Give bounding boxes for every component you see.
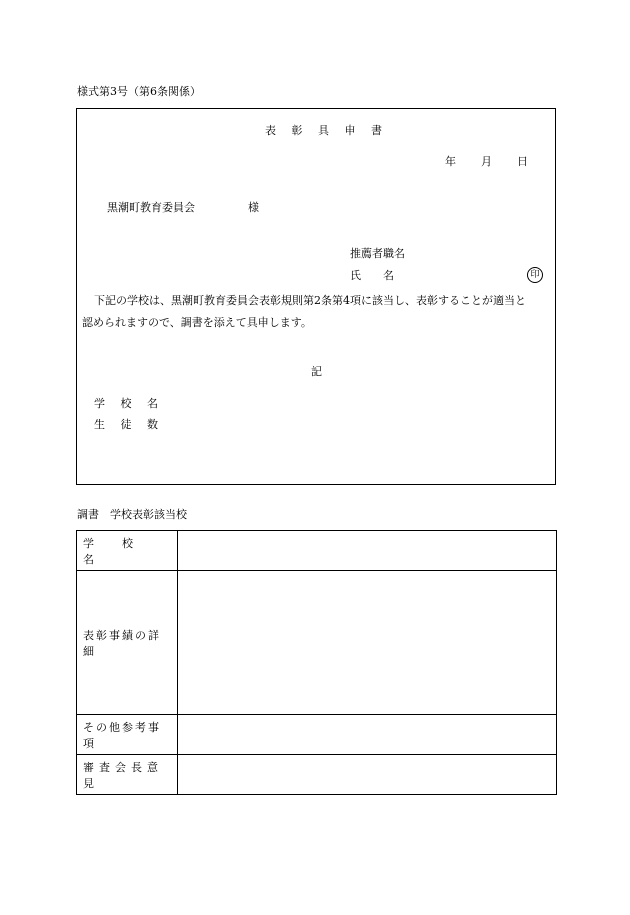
record-heading: 調書 学校表彰該当校 xyxy=(77,508,187,521)
record-table xyxy=(76,530,557,795)
date-year: 年 xyxy=(445,155,456,168)
ki-heading: 記 xyxy=(311,365,322,378)
name-label: 氏 名 xyxy=(350,269,394,282)
date-day: 日 xyxy=(517,155,528,168)
review-chair-opinion-value-cell[interactable] xyxy=(178,755,557,795)
form-title: 表 彰 具 申 書 xyxy=(265,124,388,137)
school-name-value-cell[interactable] xyxy=(178,531,557,571)
seal-icon: 印 xyxy=(527,267,543,283)
other-reference-cell-label: その他参考事項 xyxy=(77,715,178,755)
addressee: 黒潮町教育委員会 xyxy=(107,201,195,214)
award-details-cell-label: 表彰事績の詳細 xyxy=(77,571,178,715)
body-text-line2: 認められますので、調書を添えて具申します。 xyxy=(82,316,312,329)
review-chair-opinion-cell-label: 審査会長意見 xyxy=(77,755,178,795)
body-text-line1: 下記の学校は、黒潮町教育委員会表彰規則第2条第4項に該当し、表彰することが適当と xyxy=(94,294,526,307)
table-row xyxy=(77,531,557,571)
recommender-title-label: 推薦者職名 xyxy=(350,247,405,260)
other-reference-value-cell[interactable] xyxy=(178,715,557,755)
student-count-label: 生 徒 数 xyxy=(94,418,164,431)
award-details-value-cell[interactable] xyxy=(178,571,557,715)
date-month: 月 xyxy=(481,155,492,168)
honorific: 様 xyxy=(248,201,259,214)
table-row xyxy=(77,571,557,715)
table-row xyxy=(77,715,557,755)
form-number-label: 様式第3号（第6条関係） xyxy=(77,85,201,98)
school-name-cell-label: 学 校 名 xyxy=(77,531,178,571)
school-name-label: 学 校 名 xyxy=(94,397,164,410)
table-row xyxy=(77,755,557,795)
